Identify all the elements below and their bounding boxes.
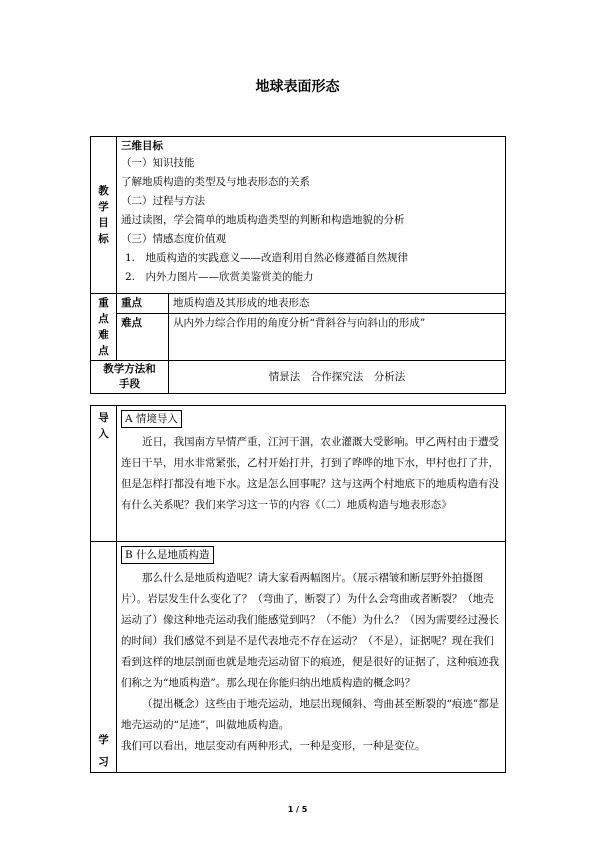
goal-line: 1. 地质构造的实践意义——改造利用自然必修遵循自然规律 (125, 252, 409, 264)
study-content (117, 542, 506, 773)
goal-line: 了解地质构造的类型及与地表形态的关系 (121, 176, 310, 188)
study-paragraph: 那么什么是地质构造呢？请大家看两幅图片。（展示褶皱和断层野外拍摄图片）。岩层发生什么变化了？（弯曲了，断裂了）为什么会弯曲或者断裂？（地壳运动了）像这种地壳运动我们能感觉到吗？（不能）为什么？（因为需要经过漫长的时间）我们感觉不到是不是代表地壳不存在运动？（不是），证据呢？现在我们看到这样的地层剖面也就是地壳运动留下的痕迹，便是很好的证据了，这种痕迹我们称之为“地质构造”。那么现在你能归纳出地质构造的概念吗？ (121, 572, 499, 689)
goals-content (117, 137, 506, 294)
method-text: 情景法 合作探究法 分析法 (169, 361, 506, 394)
goals-heading: 三维目标 (121, 140, 163, 152)
key-difficulty-label: 重 点 难 点 (91, 294, 117, 361)
study-label: 学 习 (91, 542, 117, 773)
intro-label: 导 入 (91, 406, 117, 542)
goal-line: （三）情感态度价值观 (121, 233, 226, 245)
key-point-label: 重点 (117, 294, 169, 314)
lesson-process-table (90, 405, 506, 773)
goal-line: （二）过程与方法 (121, 195, 205, 207)
goal-line: 通过读图，学会简单的地质构造类型的判断和构造地貌的分析 (121, 214, 405, 226)
key-point-text: 地质构造及其形成的地表形态 (169, 294, 506, 314)
difficulty-label: 难点 (117, 314, 169, 361)
difficulty-text: 从内外力综合作用的角度分析“背斜谷与向斜山的形成” (169, 314, 506, 361)
goal-line: （一）知识技能 (121, 157, 195, 169)
method-label: 教学方法和手段 (91, 361, 169, 394)
intro-content (117, 406, 506, 542)
goals-label: 教 学 目 标 (91, 137, 117, 294)
lesson-plan-table (90, 136, 506, 394)
intro-heading-box: A 情境导入 (121, 410, 182, 428)
intro-paragraph: 近日，我国南方旱情严重，江河干涸，农业灌溉大受影响。甲乙两村由于遭受连日干旱，用水非常紧张，乙村开始打井，打到了哗哗的地下水，甲村也打了井，但是怎样打都没有地下水。这是怎么回事呢？这与这两个村地底下的地质构造有没有什么关系呢？我们来学习这一节的内容《（二）地质构造与地表形态》 (121, 436, 499, 511)
study-heading-box: B 什么是地质构造 (121, 546, 214, 564)
goal-line: 2. 内外力图片——欣赏美鉴赏美的能力 (125, 271, 314, 283)
page-number: 1 / 5 (287, 805, 308, 814)
study-paragraph: 我们可以看出，地层变动有两种形式，一种是变形，一种是变位。 (121, 740, 426, 752)
page-title: 地球表面形态 (255, 79, 340, 95)
study-paragraph: （提出概念）这些由于地壳运动，地层出现倾斜、弯曲甚至断裂的“痕迹”都是地壳运动的“足迹”，叫做地质构造。 (121, 698, 500, 731)
